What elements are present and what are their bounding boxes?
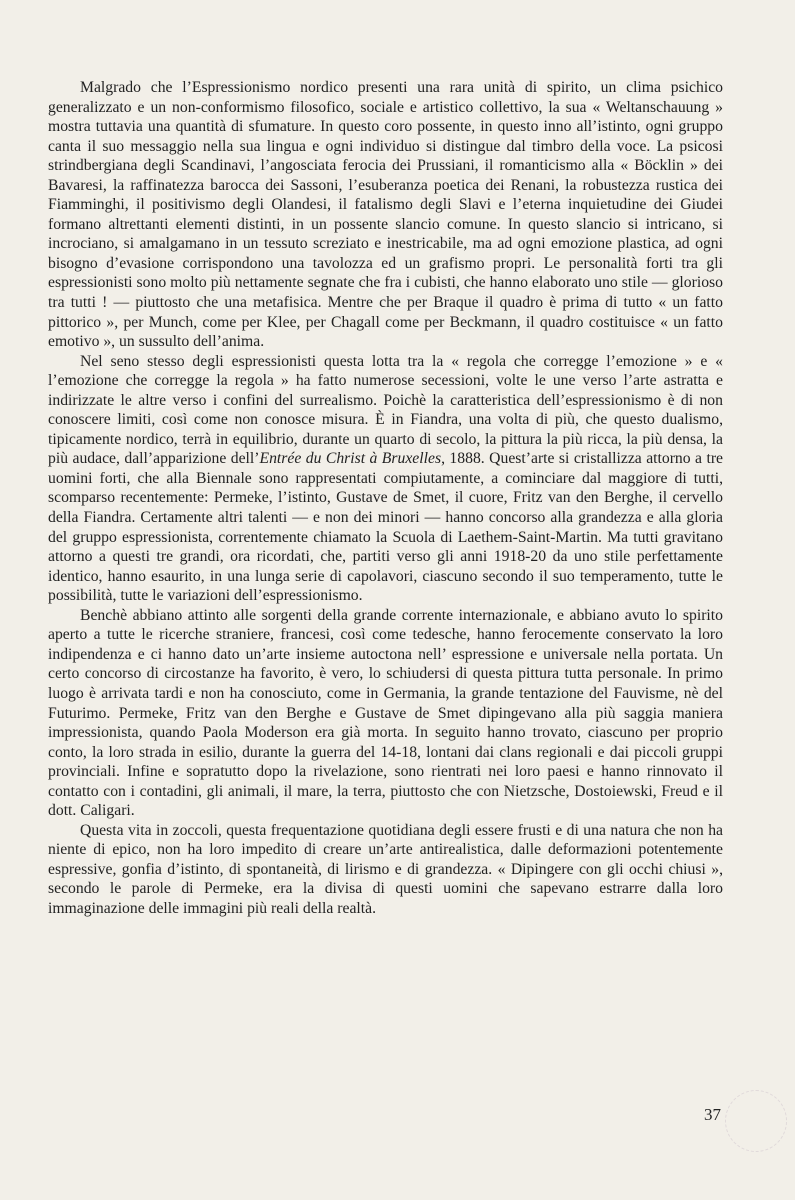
artwork-title: Entrée du Christ à Bruxelles	[259, 450, 442, 468]
paragraph-3-text: Benchè abbiano attinto alle sorgenti della grande corrente internazionale, e abbiano avuto lo spirito aperto a tutte le ricerche straniere, francesi, così come tedesche, hanno ferocemente conservato la loro indipendenza e ci hanno dato un’arte insieme autoctona nell’ espressione e universale nella portata. Un certo concorso di circostanze ha favorito, è vero, lo schiudersi di questa pittura tutta personale. In primo luogo è arrivata tardi e non ha conosciuto, come in Germania, la grande tentazione del Fauvisme, nè del Futurimo. Permeke, Fritz van den Berghe e Gustave de Smet dipingevano alla più saggia maniera impressionista, quando Paola Moderson era già morta. In seguito hanno trovato, ciascuno per proprio conto, la loro strada in esilio, durante la guerra del 14-18, lontani dai clans regionali e dai piccoli gruppi provinciali. Infine e sopratutto dopo la rivelazione, sono rientrati nei loro paesi e hanno rinnovato il contatto con i contadini, gli animali, il mare, la terra, piuttosto che con Nietzsche, Dostoiewski, Freud e il dott. Caligari.	[48, 606, 723, 820]
library-stamp	[725, 1090, 787, 1152]
body-text	[48, 78, 723, 919]
paragraph-2-text-end: , 1888. Quest’arte si cristallizza attorno a tre uomini forti, che alla Biennale sono rappresentati compiutamente, a cominciare dal maggiore di tutti, scomparso recentemente: Permeke, l’istinto, Gustave de Smet, il cuore, Fritz van den Berghe, il cervello della Fiandra. Certamente altri talenti — e non dei minori — hanno concorso alla grandezza e alla gloria del gruppo espressionista, correntemente chiamato la Scuola di Laethem-Saint-Martin. Ma tutti gravitano attorno a questi tre grandi, ora ricordati, che, partiti verso gli anni 1918-20 da uno stile perfettamente identico, hanno esaurito, in una lunga serie di capolavori, ciascuno secondo il suo temperamento, tutte le possibilità, tutte le variazioni dell’espressionismo.	[48, 450, 724, 605]
paragraph-1	[48, 78, 723, 352]
paragraph-3	[48, 606, 723, 821]
page-number: 37	[704, 1105, 721, 1124]
paragraph-4-text: Questa vita in zoccoli, questa frequentazione quotidiana degli essere frusti e di una natura che non ha niente di epico, non ha loro impedito di creare un’arte antirealistica, dalle deformazioni potentemente espressive, gonfia d’istinto, di spontaneità, di lirismo e di grandezza. « Dipingere con gli occhi chiusi », secondo le parole di Permeke, era la divisa di questi uomini che sapevano estrarre dalla loro immaginazione delle immagini più reali della realtà.	[48, 821, 723, 917]
paragraph-2-text-start: Nel seno stesso degli espressionisti questa lotta tra la « regola che corregge l’emozione » e « l’emozione che corregge la regola » ha fatto numerose secessioni, volte le une verso l’arte astratta e indirizzate le altre verso i confini del surrealismo. Poichè la caratteristica dell’espressionismo è di non conoscere limiti, così come non conosce misura. È in Fiandra, una volta di più, che questo dualismo, tipicamente nordico, terrà in equilibrio, durante un quarto di secolo, la pittura la più ricca, la più densa, la più audace, dall’apparizione dell’	[48, 352, 723, 468]
paragraph-2	[48, 352, 723, 606]
paragraph-4	[48, 821, 723, 919]
paragraph-1-text: Malgrado che l’Espressionismo nordico presenti una rara unità di spirito, un clima psichico generalizzato e un non-conformismo filosofico, sociale e artistico collettivo, la sua « Weltanschauung » mostra tuttavia una quantità di sfumature. In questo coro possente, in questo inno all’istinto, ogni gruppo canta il suo messaggio nella sua lingua e ogni individuo si distingue dal timbro della voce. La psicosi strindbergiana degli Scandinavi, l’angosciata ferocia dei Prussiani, il romanticismo alla « Böcklin » dei Bavaresi, la raffinatezza barocca dei Sassoni, l’esuberanza poetica dei Renani, la robustezza rustica dei Fiamminghi, il positivismo degli Olandesi, il fatalismo degli Slavi e l’eterna inquietudine dei Giudei formano altrettanti elementi distinti, in un possente slancio comune. In questo slancio si intricano, si incrociano, si amalgamano in un tessuto screziato e inestricabile, ma ad ogni emozione plastica, ad ogni bisogno d’evasione corrispondono una tavolozza ed un grafismo propri. Le personalità forti tra gli espressionisti sono molto più nettamente segnate che fra i cubisti, che hanno elaborato uno stile — glorioso tra tutti ! — piuttosto che una metafisica. Mentre che per Braque il quadro è prima di tutto « un fatto pittorico », per Munch, come per Klee, per Chagall come per Beckmann, il quadro costituisce « un fatto emotivo », un sussulto dell’anima.	[48, 79, 723, 351]
